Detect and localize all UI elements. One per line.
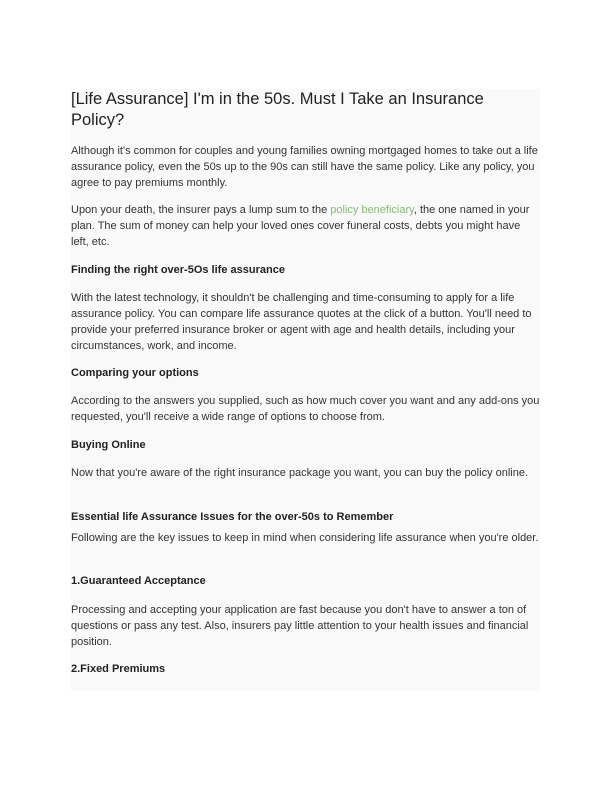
heading-finding: Finding the right over-5Os life assurance xyxy=(71,264,285,276)
guaranteed-paragraph: Processing and accepting your application are fast because you don't have to answer a ton of questions or pass any test. Also, insurers pay little attention to your health issues and financial position. xyxy=(71,604,529,648)
heading-fixed: 2.Fixed Premiums xyxy=(71,663,166,675)
beneficiary-paragraph xyxy=(71,202,540,250)
heading-comparing: Comparing your options xyxy=(71,367,199,379)
intro-paragraph: Although it's common for couples and young families owning mortgaged homes to take out a life assurance policy, even the 50s up to the 90s can still have the same policy. Like any policy, you agree to pay premiums monthly. xyxy=(71,145,538,189)
buying-paragraph: Now that you're aware of the right insurance package you want, you can buy the policy online. xyxy=(71,467,529,479)
policy-beneficiary-link[interactable]: policy beneficiary xyxy=(330,204,414,216)
heading-buying: Buying Online xyxy=(71,439,146,451)
beneficiary-text-after: , the one named in your plan. The sum of money can help your loved ones cover funeral costs, debts you might have left, etc. xyxy=(71,204,530,248)
heading-guaranteed: 1.Guaranteed Acceptance xyxy=(71,575,206,587)
beneficiary-text-before: Upon your death, the insurer pays a lump sum to the xyxy=(71,204,331,216)
comparing-paragraph: According to the answers you supplied, such as how much cover you want and any add-ons you requested, you'll receive a wide range of options to choose from. xyxy=(71,395,540,423)
document-page xyxy=(71,89,540,691)
page-title: [Life Assurance] I'm in the 50s. Must I Take an Insurance Policy? xyxy=(71,90,484,129)
technology-paragraph: With the latest technology, it shouldn't be challenging and time-consuming to apply for a life assurance policy. You can compare life assurance quotes at the click of a button. You'll need to provide your preferred insurance broker or agent with age and health details, including your circumstances, work, and income. xyxy=(71,292,532,352)
essential-paragraph: Following are the key issues to keep in mind when considering life assurance when you're older. xyxy=(71,532,539,544)
heading-essential: Essential life Assurance Issues for the over-50s to Remember xyxy=(71,511,394,523)
